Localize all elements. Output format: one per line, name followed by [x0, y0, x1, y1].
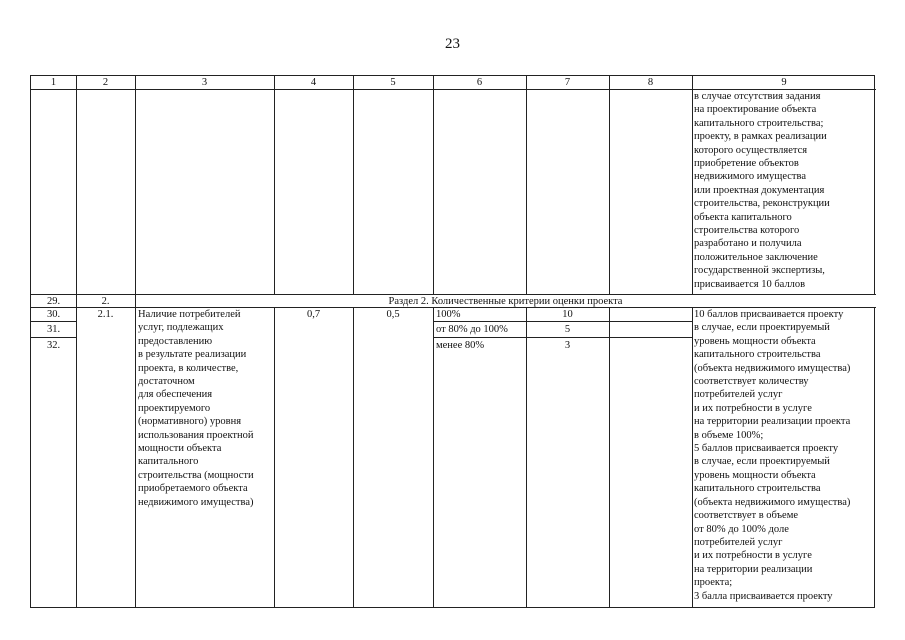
continuation-text: в случае отсутствия задания на проектирование объекта капитального строительства; проекту, в рамках реализации которого осуществляется приобретение объектов недвижимого имущества или проектная документация строительства, реконструкции объекта капитального строительства которого разработано и получила положительное заключение государственной экспертизы, присваивается 10 баллов: [694, 91, 830, 290]
col-divider: [274, 76, 275, 607]
column-header: 4: [310, 77, 317, 88]
criterion-name: Наличие потребителей услуг, подлежащих предоставлению в результате реализации проекта, в количестве, достаточном для обеспечения проектируемого (нормативного) уровня использования проектной мощности объекта капитального строительства (мощности приобретаемого объекта недвижимого имущества): [138, 309, 254, 508]
row-number: 30.: [46, 309, 61, 320]
column-header: 6: [476, 77, 483, 88]
row-number: 29.: [46, 296, 61, 307]
criteria-table: [30, 75, 875, 608]
column-header: 9: [781, 77, 787, 88]
level-label: от 80% до 100%: [436, 324, 508, 335]
weight-value: 0,7: [306, 309, 321, 320]
criterion-number: 2.1.: [97, 309, 114, 320]
col-divider: [353, 76, 354, 607]
weight-value: 0,5: [386, 309, 400, 320]
row-divider: [433, 337, 692, 338]
column-header: 5: [390, 77, 396, 88]
col-divider: [76, 76, 77, 607]
scoring-description: 10 баллов присваивается проекту в случае, если проектируемый уровень мощности объекта капитального строительства (объекта недвижимого имущества) соответствует количеству потребителей услуг и их потребности в услуге на территории реализации проекта в объеме 100%; 5 баллов присваивается проекту в случае, если проектируемый уровень мощности объекта капитального строительства (объекта недвижимого имущества) соответствует в объеме от 80% до 100% доле потребителей услуг и их потребности в услуге на территории реализации проекта; 3 балла присваивается проекту: [694, 309, 851, 602]
level-label: 100%: [436, 309, 461, 320]
level-score: 3: [564, 340, 571, 351]
col-divider: [135, 76, 136, 607]
col-divider: [433, 76, 434, 607]
page-number: 23: [445, 36, 460, 52]
section-number: 2.: [101, 296, 110, 307]
level-label: менее 80%: [436, 340, 485, 351]
row-number: 32.: [46, 340, 61, 351]
level-score: 10: [562, 309, 573, 320]
row-divider: [31, 337, 76, 338]
column-header: 8: [647, 77, 654, 88]
section-title: Раздел 2. Количественные критерии оценки проекта: [388, 296, 623, 307]
column-header: 2: [102, 77, 109, 88]
row-number: 31.: [46, 324, 61, 335]
column-header: 1: [50, 77, 57, 88]
column-header: 3: [201, 77, 208, 88]
level-score: 5: [564, 324, 571, 335]
col-divider: [609, 76, 610, 607]
column-header: 7: [564, 77, 571, 88]
col-divider: [692, 76, 693, 607]
